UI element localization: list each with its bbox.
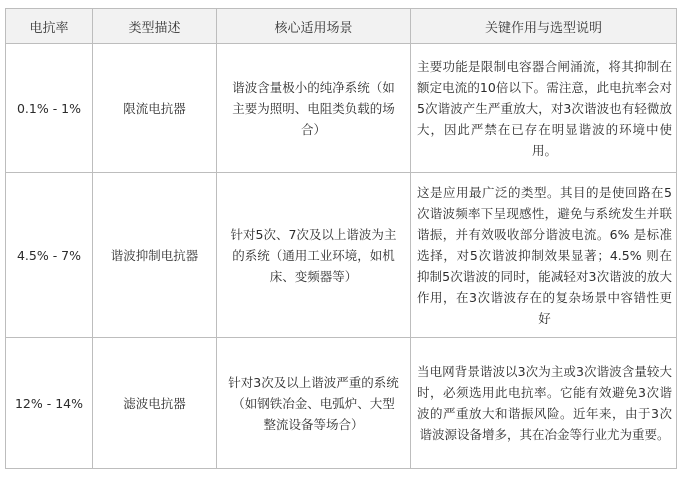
cell-description: 当电网背景谐波以3次为主或3次谐波含量较大时，必须选用此电抗率。它能有效避免3次谐波的严重放大和谐振风险。近年来，由于3次谐波源设备增多，其在冶金等行业尤为重要。: [411, 338, 677, 469]
cell-type: 限流电抗器: [93, 44, 217, 173]
cell-description: 主要功能是限制电容器合闸涌流，将其抑制在额定电流的10倍以下。需注意，此电抗率会对5次谐波产生严重放大，对3次谐波也有轻微放大，因此严禁在已存在明显谐波的环境中使用。: [411, 44, 677, 173]
table-row: [6, 338, 677, 469]
reactor-selection-table: [5, 8, 677, 469]
table-row: [6, 173, 677, 338]
cell-scenario: 谐波含量极小的纯净系统（如主要为照明、电阻类负载的场合）: [217, 44, 411, 173]
cell-ratio: 4.5% - 7%: [6, 173, 93, 338]
cell-type: 滤波电抗器: [93, 338, 217, 469]
header-application-scenario: 核心适用场景: [217, 9, 411, 44]
header-type-description: 类型描述: [93, 9, 217, 44]
cell-scenario: 针对3次及以上谐波严重的系统（如钢铁冶金、电弧炉、大型整流设备等场合）: [217, 338, 411, 469]
cell-ratio: 0.1% - 1%: [6, 44, 93, 173]
table-header-row: [6, 9, 677, 44]
table-row: [6, 44, 677, 173]
reactor-selection-table-container: [5, 8, 676, 469]
cell-description: 这是应用最广泛的类型。其目的是使回路在5次谐波频率下呈现感性，避免与系统发生并联谐振，并有效吸收部分谐波电流。6% 是标准选择，对5次谐波抑制效果显著；4.5% 则在抑制5次谐波的同时，能减轻对3次谐波的放大作用，在3次谐波存在的复杂场景中容错性更好: [411, 173, 677, 338]
header-function-selection: 关键作用与选型说明: [411, 9, 677, 44]
cell-ratio: 12% - 14%: [6, 338, 93, 469]
cell-scenario: 针对5次、7次及以上谐波为主的系统（通用工业环境，如机床、变频器等）: [217, 173, 411, 338]
cell-type: 谐波抑制电抗器: [93, 173, 217, 338]
header-reactance-ratio: 电抗率: [6, 9, 93, 44]
